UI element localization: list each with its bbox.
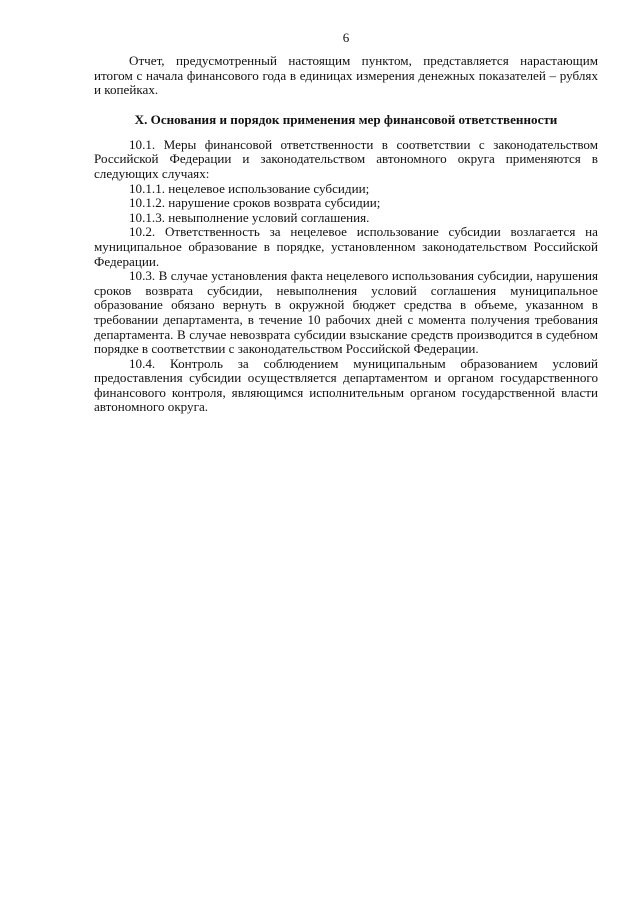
intro-paragraph: Отчет, предусмотренный настоящим пунктом, представляется нарастающим итогом с начала финансового года в единицах измерения денежных показателей – рублях и копейках. — [94, 53, 598, 98]
section-heading: X. Основания и порядок применения мер финансовой ответственности — [134, 111, 558, 127]
paragraph-10-1-2: 10.1.2. нарушение сроков возврата субсидии; — [129, 195, 381, 211]
paragraph-10-1: 10.1. Меры финансовой ответственности в соответствии с законодательством Российской Федерации и законодательством автономного округа применяются в следующих случаях: — [94, 136, 598, 181]
document-page — [94, 30, 598, 415]
paragraph-10-4: 10.4. Контроль за соблюдением муниципальным образованием условий предоставления субсидии осуществляется департаментом и органом государственного финансового контроля, являющимся исполнительным органом государственной власти автономного округа. — [94, 355, 598, 415]
paragraph-10-3: 10.3. В случае установления факта нецелевого использования субсидии, нарушения сроков возврата субсидии, невыполнения условий соглашения муниципальное образование обязано вернуть в окружной бюджет средства в объеме, указанном в требовании департамента, в течение 10 рабочих дней с момента получения требования департамента. В случае невозврата субсидии взыскание средств производится в судебном порядке в соответствии с законодательством Российской Федерации. — [94, 268, 598, 357]
paragraph-10-2: 10.2. Ответственность за нецелевое использование субсидии возлагается на муниципальное образование в порядке, установленном законодательством Российской Федерации. — [94, 224, 598, 269]
paragraph-10-1-3: 10.1.3. невыполнение условий соглашения. — [129, 209, 370, 225]
paragraph-10-1-1: 10.1.1. нецелевое использование субсидии; — [129, 180, 370, 196]
page-number: 6 — [342, 30, 350, 45]
